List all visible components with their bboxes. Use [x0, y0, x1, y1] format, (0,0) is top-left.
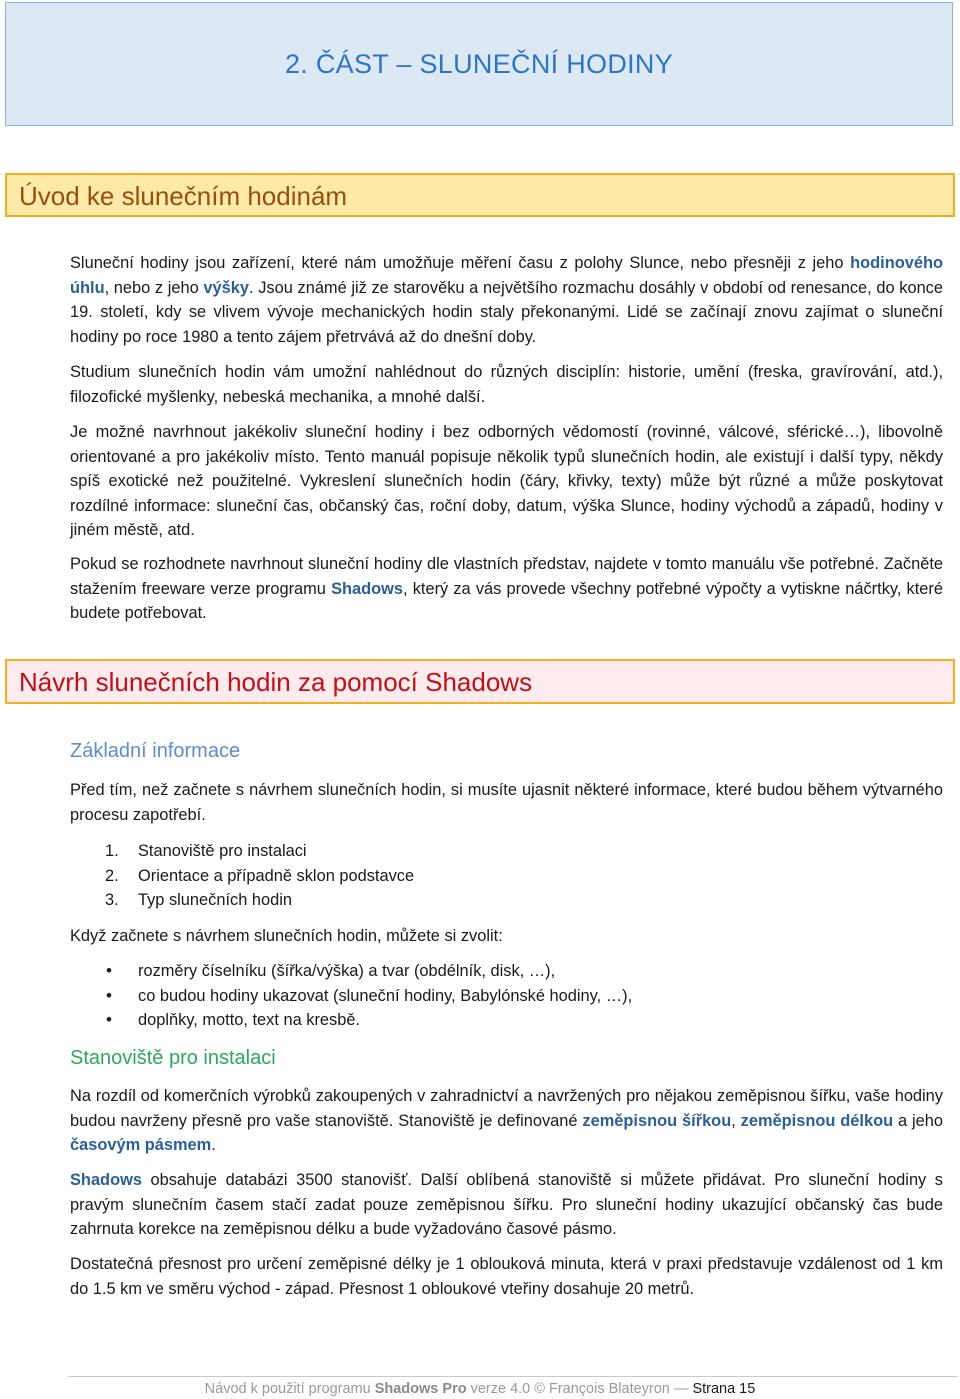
program-name-shadows: Shadows [70, 1171, 142, 1189]
bullet-icon: • [106, 1010, 112, 1029]
list-item: • doplňky, motto, text na kresbě. [70, 1008, 943, 1033]
term-latitude: zeměpisnou šířkou [582, 1111, 732, 1130]
numbered-list [70, 839, 943, 913]
bullet-icon: • [106, 985, 112, 1005]
term-time-zone: časovým pásmem [70, 1136, 212, 1154]
design-heading: Návrh slunečních hodin za pomocí Shadows [19, 667, 533, 697]
site-paragraph-3: Dostatečná přesnost pro určení zeměpisné délky je 1 oblouková minuta, která v praxi představuje vzdálenost od 1 km do 1.5 km ve směru východ - západ. Přesnost 1 obloukové vteřiny dosahuje 20 metrů. [70, 1255, 943, 1298]
list-item: 2. Orientace a případně sklon podstavce [105, 866, 415, 885]
site-paragraph-1: Na rozdíl od komerčních výrobků zakoupených v zahradnictví a navržených pro nějakou zeměpisnou šířku, vaše hodiny budou navrženy přesně pro vaše stanoviště. Stanoviště je definované zeměpisnou šířkou, zeměpisnou délkou a jeho časovým pásmem. [70, 1087, 944, 1154]
term-longitude: zeměpisnou délkou [740, 1111, 894, 1130]
list-item: • rozměry číselníku (šířka/výška) a tvar (obdélník, disk, …), [70, 959, 943, 984]
site-subheading: Stanoviště pro instalaci [70, 1047, 276, 1069]
page-number: Strana 15 [692, 1381, 756, 1397]
design-heading-box [5, 659, 955, 704]
part-title-box [5, 2, 953, 126]
page-footer: Návod k použití programu Shadows Pro verze 4.0 © François Blateyron — Strana 15 [204, 1381, 756, 1397]
part-title: 2. ČÁST – SLUNEČNÍ HODINY [284, 49, 674, 79]
list-item: • co budou hodiny ukazovat (sluneční hodiny, Babylónské hodiny, …), [70, 984, 943, 1009]
intro-paragraph-1: Sluneční hodiny jsou zařízení, které nám umožňuje měření času z polohy Slunce, nebo přesněji z jeho hodinového úhlu, nebo z jeho výšky. Jsou známé již ze starověku a největšího rozmachu dosáhly v období od renesance, do konce 19. století, kdy se vlivem vývoje mechanických hodin staly překonanými. Lidé se začínají znovu zajímat o sluneční hodiny po roce 1980 a tento zájem přetrvává až do dnešní doby. [70, 254, 943, 346]
bullet-list [70, 959, 943, 1033]
footer-divider [68, 1376, 958, 1377]
intro-heading-box [5, 173, 955, 217]
list-item: 3. Typ slunečních hodin [105, 891, 292, 909]
program-name-shadows: Shadows [331, 579, 404, 598]
intro-heading: Úvod ke slunečním hodinám [19, 181, 348, 211]
intro-paragraph-2: Studium slunečních hodin vám umožní nahlédnout do různých disciplín: historie, umění (freska, gravírování, atd.), filozofické myšlenky, nebeská mechanika, a mnohé další. [70, 363, 943, 406]
intro-paragraph-3: Je možné navrhnout jakékoliv sluneční hodiny i bez odborných vědomostí (rovinné, válcové, sférické…), libovolně orientované a pro jakékoliv místo. Tento manuál popisuje několik typů slunečních hodin, ale existují i další typy, někdy spíš exotické než použitelné. Vykreslení slunečních hodin (čáry, křivky, texty) může být různé a může poskytovat rozdílné informace: sluneční čas, občanský čas, roční doby, datum, výška Slunce, hodiny východů a západů, hodiny v jiném městě, atd. [70, 423, 943, 539]
bullet-icon: • [106, 961, 112, 980]
choose-paragraph: Když začnete s návrhem slunečních hodin, můžete si zvolit: [70, 927, 503, 945]
basic-info-subheading: Základní informace [70, 740, 241, 762]
site-paragraph-2: Shadows obsahuje databázi 3500 stanovišť. Další oblíbená stanoviště si můžete přidávat. Pro sluneční hodiny s pravým slunečním časem stačí zadat pouze zeměpisnou šířku. Pro sluneční hodiny ukazující občanský čas bude zahrnuta korekce na zeměpisnou délku a bude vyžadováno časové pásmo. [70, 1171, 943, 1238]
term-hour-angle: hodinového úhlu [70, 254, 943, 297]
basic-info-paragraph: Před tím, než začnete s návrhem slunečních hodin, si musíte ujasnit některé informace, které budou během výtvarného procesu zapotřebí. [70, 781, 943, 824]
intro-paragraph-4: Pokud se rozhodnete navrhnout sluneční hodiny dle vlastních představ, najdete v tomto manuálu vše potřebné. Začněte stažením freeware verze programu Shadows, který za vás provede všechny potřebné výpočty a vytiskne náčrtky, které budete potřebovat. [70, 555, 943, 622]
list-item: 1. Stanoviště pro instalaci [105, 842, 307, 860]
term-altitude: výšky [203, 278, 250, 297]
